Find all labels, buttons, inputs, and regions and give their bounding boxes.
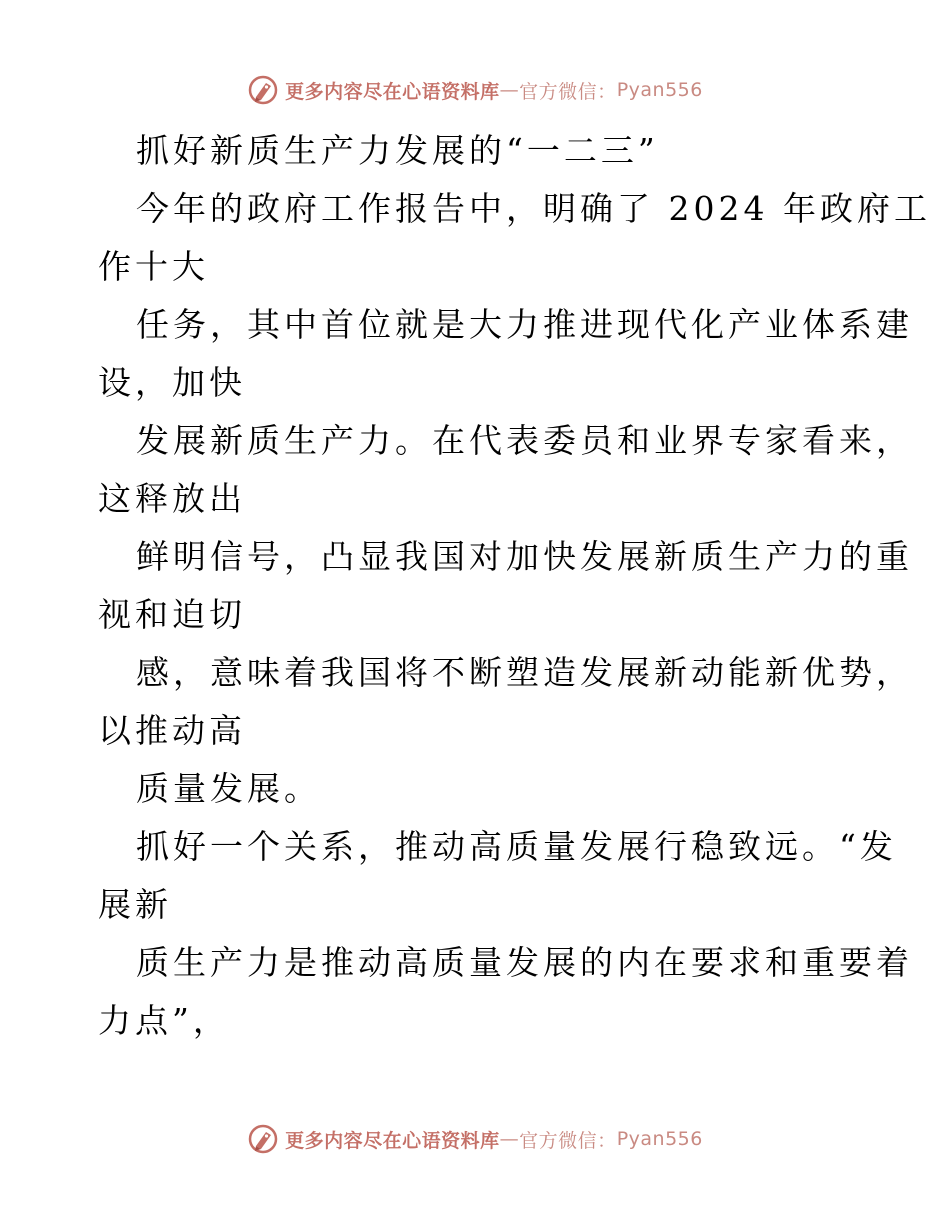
document-line: 今年的政府工作报告中，明确了 2024 年政府工 [136,189,931,228]
document-line: 感，意味着我国将不断塑造发展新动能新优势， [136,653,913,692]
banner-dash: — [499,1128,520,1150]
banner-main-text: 更多内容尽在心语资料库 [285,1129,500,1152]
pen-nib-circle-icon [247,74,279,106]
document-line: 抓好新质生产力发展的“一二三” [136,131,659,170]
footer-watermark-banner [0,1119,950,1159]
document-line: 任务，其中首位就是大力推进现代化产业体系建 [136,305,913,344]
document-line: 发展新质生产力。在代表委员和业界专家看来， [136,421,913,460]
document-line: 质量发展。 [136,769,321,808]
banner-main-text: 更多内容尽在心语资料库 [285,80,500,103]
document-line: 力点”， [98,1001,230,1040]
banner-wechat-label: 官方微信： [519,1129,617,1152]
banner-wechat-id: Pyan556 [616,79,703,101]
document-line: 抓好一个关系，推动高质量发展行稳致远。“发 [136,827,897,866]
banner-wechat-label: 官方微信： [519,80,617,103]
document-body [98,122,931,1050]
document-line: 设，加快 [98,363,246,402]
banner-wechat-id: Pyan556 [616,1128,703,1150]
pen-nib-circle-icon [247,1123,279,1155]
document-line: 质生产力是推动高质量发展的内在要求和重要着 [136,943,913,982]
banner-dash: — [499,79,520,101]
document-line: 鲜明信号，凸显我国对加快发展新质生产力的重 [136,537,913,576]
header-watermark-banner [0,70,950,110]
document-line: 这释放出 [98,479,246,518]
document-line: 作十大 [98,247,209,286]
document-line: 视和迫切 [98,595,246,634]
document-line: 以推动高 [98,711,246,750]
document-line: 展新 [98,885,172,924]
